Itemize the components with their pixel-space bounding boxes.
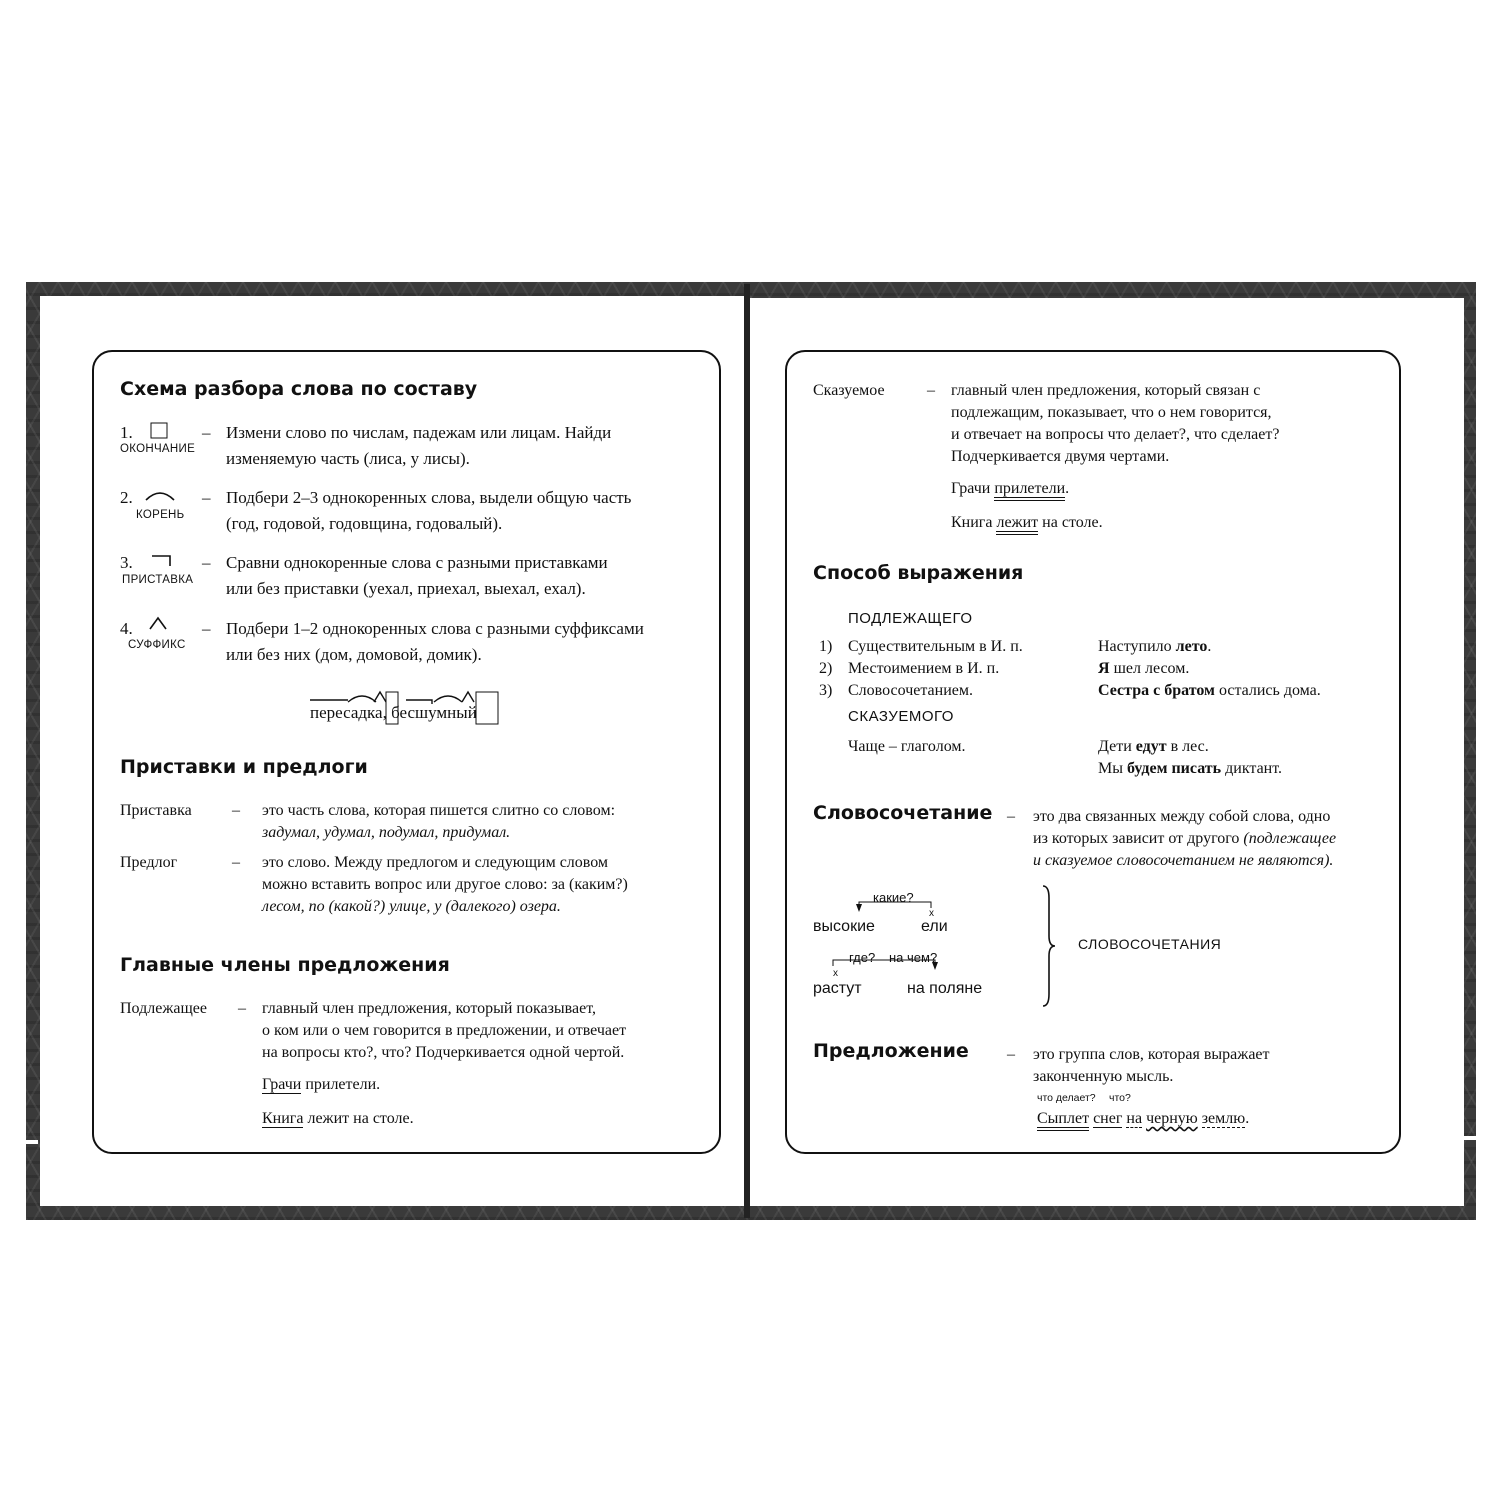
predicate-def: главный член предложения, который связан с	[951, 382, 1261, 399]
suffix-label: СУФФИКС	[128, 639, 186, 651]
step-text: Подбери 1–2 однокоренных слова с разными суффиксами	[226, 619, 644, 638]
example-bold: Я	[1098, 660, 1110, 677]
example-bold: едут	[1135, 738, 1167, 755]
example-rest: прилетели.	[305, 1076, 381, 1093]
phrase-def: и сказуемое словосочетанием не являются).	[1033, 852, 1334, 869]
root-label: КОРЕНЬ	[136, 509, 185, 521]
predicate-example-1	[951, 478, 1069, 500]
predicate-header: СКАЗУЕМОГО	[848, 708, 954, 725]
step-number: 4.	[120, 619, 133, 638]
dash: –	[202, 619, 211, 638]
dash: –	[232, 854, 240, 871]
step-text: Сравни однокоренные слова с разными приставками	[226, 553, 608, 572]
example-text: диктант.	[1221, 760, 1283, 777]
predicate-word: Сыплет	[1037, 1110, 1089, 1131]
predicate-term: Сказуемое	[813, 382, 885, 399]
step-text: Подбери 2–3 однокоренных слова, выдели общую часть	[226, 488, 632, 507]
subject-example-1	[262, 1074, 380, 1096]
phrase-word: высокие	[813, 918, 875, 935]
prefixes-title: Приставки и предлоги	[120, 756, 368, 778]
subject-word: снег	[1093, 1110, 1123, 1127]
phrase-word: ели	[921, 918, 948, 935]
ending-box-icon	[150, 422, 168, 439]
subject-term: Подлежащее	[120, 1000, 207, 1017]
dash: –	[232, 802, 240, 819]
subject-example-2	[262, 1108, 414, 1130]
sentence-def: законченную мысль.	[1033, 1068, 1174, 1085]
subject-def: на вопросы кто?, что? Подчеркивается одной чертой.	[262, 1044, 625, 1061]
example-text: Дети	[1098, 738, 1136, 755]
underlined-subject: Грачи	[262, 1076, 302, 1093]
underlined-subject: Книга	[262, 1110, 304, 1127]
expression-example	[1098, 636, 1211, 658]
sentence-end: .	[1245, 1110, 1250, 1127]
phrase-word: растут	[813, 980, 862, 997]
subject-header: ПОДЛЕЖАЩЕГО	[848, 610, 973, 627]
prefix-term: Приставка	[120, 802, 192, 819]
row-number: 1)	[819, 638, 833, 655]
subject-def: о ком или о чем говорится в предложении, и отвечает	[262, 1022, 627, 1039]
object-word: землю	[1201, 1110, 1246, 1127]
prefix-examples: задумал, удумал, подумал, придумал.	[262, 824, 511, 841]
step-text: (год, годовой, годовщина, годовалый).	[226, 514, 503, 533]
morpheme-title: Схема разбора слова по составу	[120, 378, 478, 400]
dash: –	[1007, 1046, 1015, 1063]
step-text: изменяемую часть (лиса, у лисы).	[226, 449, 470, 468]
dash: –	[202, 553, 211, 572]
right-reference-card	[785, 350, 1401, 1154]
page-notch	[26, 1140, 38, 1144]
dash: –	[1007, 808, 1015, 825]
sentence-question: что?	[1109, 1092, 1131, 1104]
preposition-term: Предлог	[120, 854, 178, 871]
phrases-label: СЛОВОСОЧЕТАНИЯ	[1078, 936, 1222, 952]
dash: –	[202, 423, 211, 442]
expression-example	[1098, 680, 1321, 702]
x-mark: х	[833, 968, 838, 979]
phrase-def: это два связанных между собой слова, одно	[1033, 808, 1331, 825]
morpheme-marks	[308, 688, 508, 733]
sentence-title: Предложение	[813, 1040, 969, 1062]
phrase-def-italic: (подлежащее	[1243, 830, 1337, 847]
page-notch	[1464, 1136, 1476, 1140]
preposition-examples: лесом, по (какой?) улице, у (далекого) озера.	[262, 898, 561, 915]
morpheme-example: пересадка, бесшумный	[310, 703, 477, 722]
prefix-bracket-icon	[150, 554, 174, 568]
step-text: или без них (дом, домовой, домик).	[226, 645, 482, 664]
expression-how: Словосочетанием.	[848, 682, 973, 699]
phrase-question: на чем?	[889, 950, 938, 965]
expression-example	[1098, 658, 1189, 680]
dash: –	[238, 1000, 246, 1017]
example-bold: лето	[1175, 638, 1208, 655]
notebook-spine	[744, 284, 750, 1218]
predicate-example	[1098, 758, 1282, 780]
preposition-def: можно вставить вопрос или другое слово: за (каким?)	[262, 876, 628, 893]
step-text: или без приставки (уехал, приехал, выехал, ехал).	[226, 579, 586, 598]
example-text: Мы	[1098, 760, 1127, 777]
x-mark: х	[929, 908, 934, 919]
predicate-example-2	[951, 512, 1103, 534]
expression-title: Способ выражения	[813, 562, 1024, 584]
step-text: Измени слово по числам, падежам или лицам. Найди	[226, 423, 612, 442]
preposition-def: это слово. Между предлогом и следующим словом	[262, 854, 609, 871]
phrase-question: где?	[849, 950, 876, 965]
step-number: 1.	[120, 423, 133, 442]
prefix-label: ПРИСТАВКА	[122, 574, 194, 586]
sentence-example	[1037, 1108, 1249, 1130]
example-rest: лежит на столе.	[307, 1110, 414, 1127]
main-members-title: Главные члены предложения	[120, 954, 450, 976]
phrase-question: какие?	[873, 890, 914, 905]
example-text: шел лесом.	[1109, 660, 1190, 677]
phrase-def-line	[1033, 828, 1336, 850]
suffix-caret-icon	[148, 615, 168, 631]
example-end: на столе.	[1042, 514, 1103, 531]
example-text: остались дома.	[1214, 682, 1321, 699]
step-number: 3.	[120, 553, 133, 572]
predicate-def: подлежащим, показывает, что о нем говорится,	[951, 404, 1272, 421]
double-underlined-predicate: прилетели	[994, 480, 1065, 501]
example-end: .	[1065, 480, 1070, 497]
example-bold: Сестра с братом	[1098, 682, 1215, 699]
attribute-word: черную	[1146, 1110, 1198, 1127]
example-text: в лес.	[1166, 738, 1209, 755]
example-text: Наступило	[1098, 638, 1176, 655]
expression-how: Существительным в И. п.	[848, 638, 1023, 655]
subject-def: главный член предложения, который показывает,	[262, 1000, 597, 1017]
phrase-word: на поляне	[907, 980, 983, 997]
phrase-title: Словосочетание	[813, 802, 993, 824]
double-underlined-predicate: лежит	[996, 514, 1038, 535]
predicate-def: и отвечает на вопросы что делает?, что сделает?	[951, 426, 1280, 443]
example-bold: будем писать	[1126, 760, 1222, 777]
example-text: .	[1207, 638, 1212, 655]
prefix-def: это часть слова, которая пишется слитно со словом:	[262, 802, 616, 819]
row-number: 3)	[819, 682, 833, 699]
sentence-def: это группа слов, которая выражает	[1033, 1046, 1270, 1063]
step-number: 2.	[120, 488, 133, 507]
curly-brace-icon	[1039, 884, 1059, 1013]
dash: –	[202, 488, 211, 507]
sentence-question: что делает?	[1037, 1092, 1096, 1104]
root-arc-icon	[144, 488, 176, 502]
dash: –	[927, 382, 935, 399]
row-number: 2)	[819, 660, 833, 677]
example-word: Грачи	[951, 480, 991, 497]
adverbial-word: на	[1126, 1110, 1143, 1127]
expression-how: Местоимением в И. п.	[848, 660, 1000, 677]
example-word: Книга	[951, 514, 993, 531]
predicate-how: Чаще – глаголом.	[848, 738, 966, 755]
left-reference-card	[92, 350, 721, 1154]
ending-label: ОКОНЧАНИЕ	[120, 443, 196, 455]
predicate-def: Подчеркивается двумя чертами.	[951, 448, 1170, 465]
phrase-def: из которых зависит от другого	[1033, 830, 1240, 847]
predicate-example	[1098, 736, 1209, 758]
